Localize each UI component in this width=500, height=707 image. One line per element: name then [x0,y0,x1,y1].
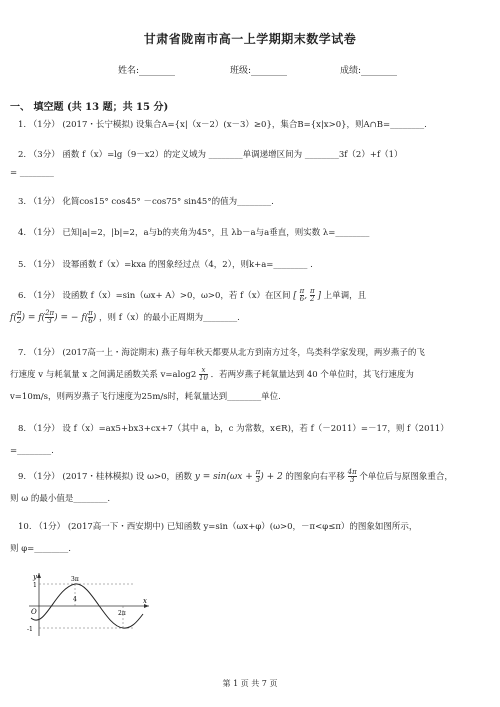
question-6: 6. （1分） 设函数 f（x）=sin（ωx+ A）>0，ω>0，若 f（x）在区间 [ $\frac{\pi}{6}$ , $\frac{\pi}{2}$ ] 上单调，且 f( $\frac{\pi}{2}$ ) = f( $\frac{2\pi}{3}$ ) = − f( $\frac{\pi}{6}$ ) ，则 f（x）的最小正周期为________. [10,287,367,325]
tick-1-label: 1 [33,582,37,589]
tick-3pi4-label: 3π [71,576,79,583]
y-axis-label: y [33,573,37,581]
tick-3pi4-denominator: 4 [73,596,77,603]
question-7: 7. （1分） (2017高一上・海淀期末) 燕子每年秋天都要从北方到南方过冬，鸟类科学家发现，两岁燕子的飞 行速度 v 与耗氧量 x 之间满足函数关系 v=alog2 $\frac{x}{10}$ ．若两岁燕子耗氧量达到 40 个单位时，其飞行速度为 v=10m/s，则两岁燕子飞行速度为25m/s时，耗氧量达到________单位. [10,348,425,402]
question-9: 9. （1分） (2017・桂林模拟) 设 ω>0，函数 y = sin(ωx + $\frac{\pi}{3}$ ) + 2 的图象向右平移 $\frac{4\pi}{3}$ 个单位后与原图象重合， 则 ω 的最小值是________. [10,468,453,504]
question-1: 1. （1分） (2017・长宁模拟) 设集合A={x|（x－2）(x－3）≥0}，集合B={x|x>0}，则A∩B=________. [18,120,427,130]
tick-2pi-label: 2π [118,610,126,617]
condition-formula: f( $\frac{\pi}{2}$ ) = f( $\frac{2\pi}{3}$ ) = − f( $\frac{\pi}{6}$ ) [10,309,97,325]
shift-fraction: $\frac{4\pi}{3}$ [347,468,357,484]
question-8: 8. （1分） 设 f（x）=ax5+bx3+cx+7（其中 a，b，c 为常数，x∈R)，若 f（－2011）=－17，则 f（2011） =________. [10,424,449,456]
x-axis-label: x [143,597,147,605]
tick-neg1-label: -1 [27,626,33,633]
page-footer: 第 1 页 共 7 页 [222,679,278,688]
question-3: 3. （1分） 化简cos15° cos45° －cos75° sin45°的值为________. [18,197,274,207]
score-field-label: 成绩:________ [340,66,398,76]
section-heading: 一、 填空题 (共 13 题；共 15 分) [10,102,169,113]
class-field-label: 班级:________ [230,66,288,76]
sine-graph-figure [25,570,155,640]
page-title: 甘肃省陇南市高一上学期期末数学试卷 [143,32,357,46]
origin-label: O [31,608,37,616]
function-formula: y = sin(ωx + $\frac{\pi}{3}$ ) + 2 [194,468,283,484]
question-10: 10. （1分） (2017高一下・西安期中) 已知函数 y=sin（ωx+φ）(ω>0，－π<φ≤π）的图象如图所示， 则 φ=________. [10,522,418,554]
interval-formula: [ $\frac{\pi}{6}$ , $\frac{\pi}{2}$ ] [293,287,321,303]
name-field-label: 姓名:________ [118,66,176,76]
question-5: 5. （1分） 设幂函数 f（x）=kxa 的图象经过点（4，2），则k+a=________ . [18,260,313,270]
question-4: 4. （1分） 已知|a|=2，|b|=2，a与b的夹角为45°，且 λb－a与a垂直，则实数 λ=________ [18,228,370,238]
question-2: 2. （3分） 函数 f（x）=lg（9－x2）的定义域为 ________单调递增区间为 ________3f（2）+f（1） = ________ [10,150,403,178]
log-fraction: $\frac{x}{10}$ [199,366,208,382]
y-axis-arrow [37,573,41,578]
